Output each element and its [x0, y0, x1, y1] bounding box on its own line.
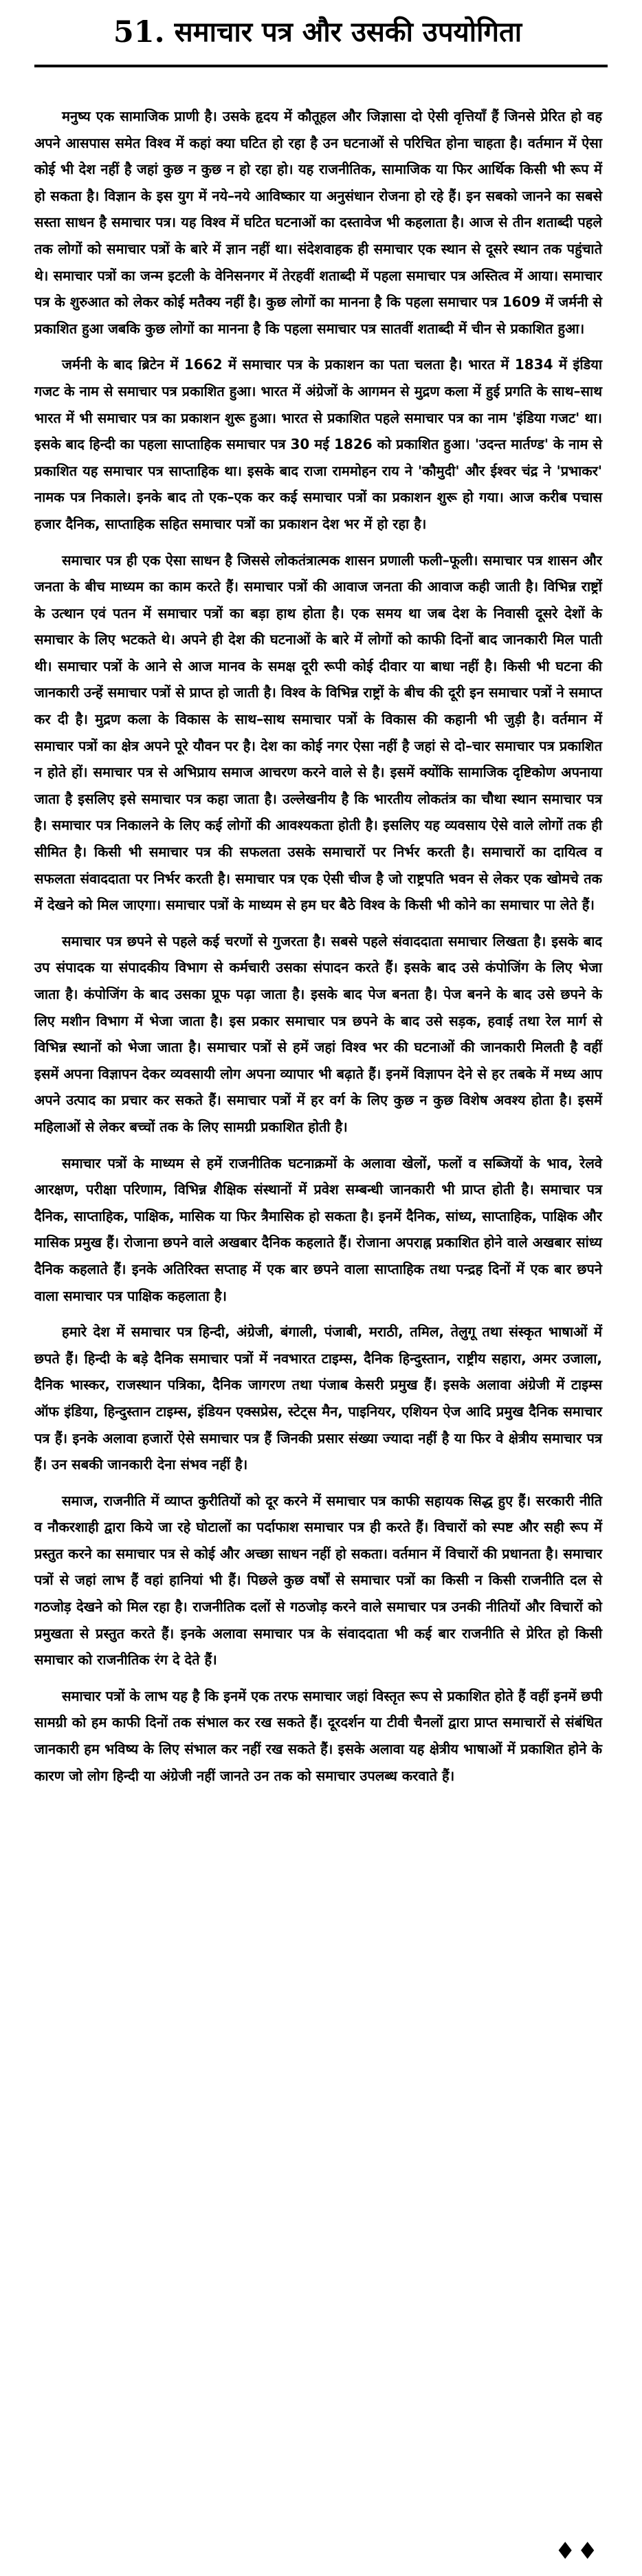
paragraph-2: जर्मनी के बाद ब्रिटेन में 1662 में समाचार पत्र के प्रकाशन का पता चलता है। भारत में 1834 में इंडिया गजट के नाम से समाचार पत्र प्रकाशित हुआ। भारत में अंग्रेजों के आगमन से मुद्रण कला में हुई प्रगति के साथ–साथ भारत में भी समाचार पत्र का प्रकाशन शुरू हुआ। भारत से प्रकाशित पहले समाचार पत्र का नाम 'इंडिया गजट' था। इसके बाद हिन्दी का पहला साप्ताहिक समाचार पत्र 30 मई 1826 को प्रकाशित हुआ। 'उदन्त मार्तण्ड' के नाम से प्रकाशित यह समाचार पत्र साप्ताहिक था। इसके बाद राजा राममोहन राय ने 'कौमुदी' और ईश्वर चंद्र ने 'प्रभाकर' नामक पत्र निकाले। इनके बाद तो एक–एक कर कई समाचार पत्रों का प्रकाशन शुरू हो गया। आज करीब पचास हजार दैनिक, साप्ताहिक सहित समाचार पत्रों का प्रकाशन देश भर में हो रहा है।: [34, 356, 602, 532]
paragraph-6: हमारे देश में समाचार पत्र हिन्दी, अंग्रेजी, बंगाली, पंजाबी, मराठी, तमिल, तेलुगू तथा संस्कृत भाषाओं में छपते हैं। हिन्दी के बड़े दैनिक समाचार पत्रों में नवभारत टाइम्स, दैनिक हिन्दुस्तान, राष्ट्रीय सहारा, अमर उजाला, दैनिक भास्कर, राजस्थान पत्रिका, दैनिक जागरण तथा पंजाब केसरी प्रमुख हैं। इसके अलावा अंग्रेजी में टाइम्स ऑफ इंडिया, हिन्दुस्तान टाइम्स, इंडियन एक्सप्रेस, स्टेट्स मैन, पाइनियर, एशियन ऐज आदि प्रमुख दैनिक समाचार पत्र हैं। इनके अलावा हजारों ऐसे समाचार पत्र हैं जिनकी प्रसार संख्या ज्यादा नहीं है या फिर वे क्षेत्रीय समाचार पत्र हैं। उन सबकी जानकारी देना संभव नहीं है।: [34, 1323, 602, 1473]
paragraph-1: मनुष्य एक सामाजिक प्राणी है। उसके हृदय में कौतूहल और जिज्ञासा दो ऐसी वृत्तियाँ हैं जिनसे प्रेरित हो वह अपने आसपास समेत विश्व में कहां क्या घटित हो रहा है उन घटनाओं से परिचित होना चाहता है। वर्तमान में ऐसा कोई भी देश नहीं है जहां कुछ न कुछ न हो रहा हो। यह राजनीतिक, सामाजिक या फिर आर्थिक किसी भी रूप में हो सकता है। विज्ञान के इस युग में नये–नये आविष्कार या अनुसंधान रोजना हो रहे हैं। इन सबको जानने का सबसे सस्ता साधन है समाचार पत्र। यह विश्व में घटित घटनाओं का दस्तावेज भी कहलाता है। आज से तीन शताब्दी पहले तक लोगों को समाचार पत्रों के बारे में ज्ञान नहीं था। संदेशवाहक ही समाचार एक स्थान से दूसरे स्थान तक पहुंचाते थे। समाचार पत्रों का जन्म इटली के वेनिसनगर में तेरहवीं शताब्दी में पहला समाचार पत्र अस्तित्व में आया। समाचार पत्र के शुरुआत को लेकर कोई मतैक्य नहीं है। कुछ लोगों का मानना है कि पहला समाचार पत्र 1609 में जर्मनी से प्रकाशित हुआ जबकि कुछ लोगों का मानना है कि पहला समाचार पत्र सातवीं शताब्दी में चीन से प्रकाशित हुआ।: [34, 108, 602, 337]
essay-title: समाचार पत्र और उसकी उपयोगिता: [174, 16, 522, 48]
page-title: [34, 12, 601, 52]
title-underline: [34, 65, 608, 67]
end-mark: ♦♦: [555, 2538, 599, 2565]
paragraph-3: समाचार पत्र ही एक ऐसा साधन है जिससे लोकतंत्रात्मक शासन प्रणाली फली–फूली। समाचार पत्र शासन और जनता के बीच माध्यम का काम करते हैं। समाचार पत्रों की आवाज जनता की आवाज कही जाती है। विभिन्न राष्ट्रों के उत्थान एवं पतन में समाचार पत्रों का बड़ा हाथ होता है। एक समय था जब देश के निवासी दूसरे देशों के समाचार के लिए भटकते थे। अपने ही देश की घटनाओं के बारे में लोगों को काफी दिनों बाद जानकारी मिल पाती थी। समाचार पत्रों के आने से आज मानव के समक्ष दूरी रूपी कोई दीवार या बाधा नहीं है। किसी भी घटना की जानकारी उन्हें समाचार पत्रों से प्राप्त हो जाती है। विश्व के विभिन्न राष्ट्रों के बीच की दूरी इन समाचार पत्रों ने समाप्त कर दी है। मुद्रण कला के विकास के साथ–साथ समाचार पत्रों के विकास की कहानी भी जुड़ी है। वर्तमान में समाचार पत्रों का क्षेत्र अपने पूरे यौवन पर है। देश का कोई नगर ऐसा नहीं है जहां से दो–चार समाचार पत्र प्रकाशित न होते हों। समाचार पत्र से अभिप्राय समाज आचरण करने वाले से है। इसमें क्योंकि सामाजिक दृष्टिकोण अपनाया जाता है इसलिए इसे समाचार पत्र कहा जाता है। उल्लेखनीय है कि भारतीय लोकतंत्र का चौथा स्थान समाचार पत्र है। समाचार पत्र निकालने के लिए कई लोगों की आवश्यकता होती है। इसलिए यह व्यवसाय ऐसे वाले लोगों तक ही सीमित है। किसी भी समाचार पत्र की सफलता उसके समाचारों पर निर्भर करती है। समाचारों का दायित्व व सफलता संवाददाता पर निर्भर करती है। समाचार पत्र एक ऐसी चीज है जो राष्ट्रपति भवन से लेकर एक खोमचे तक में देखने को मिल जाएगा। समाचार पत्रों के माध्यम से हम घर बैठे विश्व के किसी भी कोने का समाचार पा लेते हैं।: [34, 551, 602, 914]
paragraph-8: समाचार पत्रों के लाभ यह है कि इनमें एक तरफ समाचार जहां विस्तृत रूप से प्रकाशित होते हैं वहीं इनमें छपी सामग्री को हम काफी दिनों तक संभाल कर रख सकते हैं। दूरदर्शन या टीवी चैनलों द्वारा प्राप्त समाचारों से संबंधित जानकारी हम भविष्य के लिए संभाल कर नहीं रख सकते हैं। इसके अलावा यह क्षेत्रीय भाषाओं में प्रकाशित होने के कारण जो लोग हिन्दी या अंग्रेजी नहीं जानते उन तक को समाचार उपलब्ध करवाते हैं।: [34, 1687, 602, 1784]
paragraph-5: समाचार पत्रों के माध्यम से हमें राजनीतिक घटनाक्रमों के अलावा खेलों, फलों व सब्जियों के भाव, रेलवे आरक्षण, परीक्षा परिणाम, विभिन्न शैक्षिक संस्थानों में प्रवेश सम्बन्धी जानकारी भी प्राप्त होती है। समाचार पत्र दैनिक, साप्ताहिक, पाक्षिक, मासिक या फिर त्रैमासिक हो सकता है। इनमें दैनिक, सांध्य, साप्ताहिक, पाक्षिक और मासिक प्रमुख हैं। रोजाना छपने वाले अखबार दैनिक कहलाते हैं। रोजाना अपराह्न प्रकाशित होने वाले अखबार सांध्य दैनिक कहलाते हैं। इनके अतिरिक्त सप्ताह में एक बार छपने वाला साप्ताहिक तथा पन्द्रह दिनों में एक बार छपने वाला समाचार पत्र पाक्षिक कहलाता है।: [34, 1154, 602, 1304]
essay-body: [34, 103, 602, 1798]
paragraph-4: समाचार पत्र छपने से पहले कई चरणों से गुजरता है। सबसे पहले संवाददाता समाचार लिखता है। इसके बाद उप संपादक या संपादकीय विभाग से कर्मचारी उसका संपादन करते हैं। इसके बाद उसे कंपोजिंग के लिए भेजा जाता है। कंपोजिंग के बाद उसका प्रूफ पढ़ा जाता है। इसके बाद पेज बनता है। पेज बनने के बाद उसे छपने के लिए मशीन विभाग में भेजा जाता है। इस प्रकार समाचार पत्र छपने के बाद उसे सड़क, हवाई तथा रेल मार्ग से विभिन्न स्थानों को भेजा जाता है। समाचार पत्रों से हमें जहां विश्व भर की घटनाओं की जानकारी मिलती है वहीं इसमें अपना विज्ञापन देकर व्यवसायी लोग अपना व्यापार भी बढ़ाते हैं। इनमें विज्ञापन देने से हर तबके में मध्य आप अपने उत्पाद का प्रचार कर सकते हैं। समाचार पत्रों में हर वर्ग के लिए कुछ न कुछ विशेष अवश्य होता है। इसमें महिलाओं से लेकर बच्चों तक के लिए सामग्री प्रकाशित होती है।: [34, 932, 602, 1135]
essay-number: 51.: [113, 15, 165, 49]
paragraph-7: समाज, राजनीति में व्याप्त कुरीतियों को दूर करने में समाचार पत्र काफी सहायक सिद्ध हुए हैं। सरकारी नीति व नौकरशाही द्वारा किये जा रहे घोटालों का पर्दाफाश समाचार पत्र ही करते हैं। विचारों को स्पष्ट और सही रूप में प्रस्तुत करने का समाचार पत्र से कोई और अच्छा साधन नहीं हो सकता। वर्तमान में विचारों की प्रधानता है। समाचार पत्रों से जहां लाभ हैं वहां हानियां भी हैं। पिछले कुछ वर्षों से समाचार पत्रों का किसी न किसी राजनीति दल से गठजोड़ देखने को मिल रहा है। राजनीतिक दलों से गठजोड़ करने वाले समाचार पत्र उनकी नीतियों और विचारों को प्रमुखता से प्रस्तुत करते हैं। इनके अलावा समाचार पत्र के संवाददाता भी कई बार राजनीति से प्रेरित हो किसी समाचार को राजनीतिक रंग दे देते हैं।: [34, 1492, 602, 1669]
